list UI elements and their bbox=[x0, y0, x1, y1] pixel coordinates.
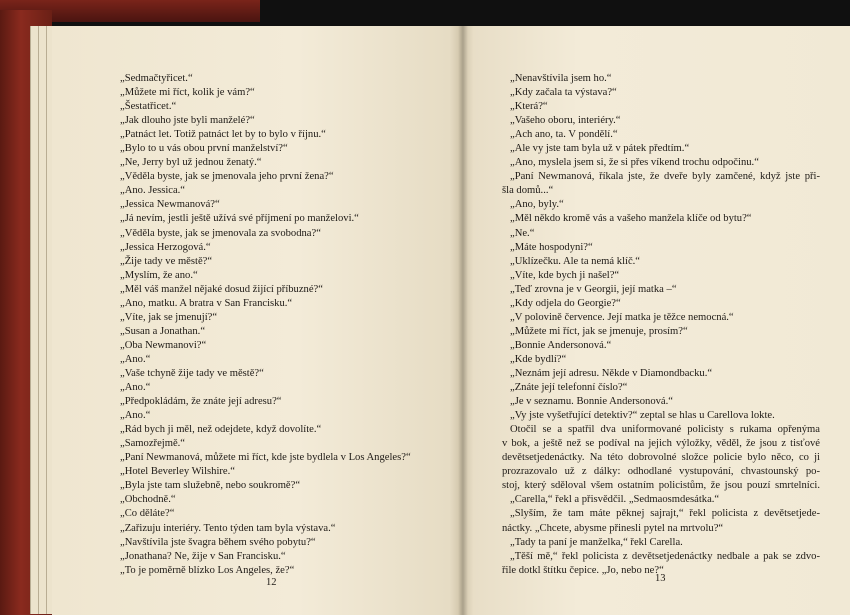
text-line: „Teď zrovna je v Georgii, její matka –“ bbox=[510, 283, 677, 295]
text-line: „Ne, Jerry byl už jednou ženatý.“ bbox=[120, 157, 262, 169]
text-line: „Ano.“ bbox=[120, 410, 151, 422]
text-line: „Neznám její adresu. Někde v Diamondbacku.“ bbox=[510, 367, 713, 379]
text-line: „Obchodně.“ bbox=[120, 494, 176, 506]
text-line: „Ano.“ bbox=[120, 382, 151, 394]
text-line: „Jonathana? Ne, žije v San Francisku.“ bbox=[120, 550, 286, 562]
book-gutter bbox=[458, 26, 468, 615]
text-line: „Carella,“ řekl a přisvědčil. „Sedmaosmdesátka.“ bbox=[510, 494, 720, 506]
text-line: „Kdy odjela do Georgie?“ bbox=[510, 297, 621, 309]
text-line: Otočil se a spatřil dva uniformované policisty s rukama opřenýma bbox=[510, 424, 820, 436]
text-line: „Víte, kde bych ji našel?“ bbox=[510, 269, 620, 281]
text-line: „Navštívila jste švagra během svého pobytu?“ bbox=[120, 536, 316, 548]
text-line: „Věděla byste, jak se jmenovala jeho první žena?“ bbox=[120, 171, 334, 183]
text-line: „Ano, myslela jsem si, že si přes víkend trochu odpočinu.“ bbox=[510, 157, 759, 169]
text-line: „Hotel Beverley Wilshire.“ bbox=[120, 466, 235, 478]
text-line: „Jak dlouho jste byli manželé?“ bbox=[120, 115, 255, 127]
text-line: „Paní Newmanová, můžete mi říct, kde jste bydlela v Los Angeles?“ bbox=[120, 452, 411, 464]
text-line: „Tady ta paní je manželka,“ řekl Carella. bbox=[510, 536, 683, 548]
text-line: „Vaše tchyně žije tady ve městě?“ bbox=[120, 367, 264, 379]
text-line: „Šestatřicet.“ bbox=[120, 101, 177, 113]
text-line: „Co děláte?“ bbox=[120, 508, 175, 520]
text-line: „Susan a Jonathan.“ bbox=[120, 325, 206, 337]
right-page-text bbox=[502, 72, 820, 578]
text-line: „Rád bych ji měl, než odejdete, když dovolíte.“ bbox=[120, 424, 322, 436]
text-line: „Můžete mi říct, jak se jmenuje, prosím?“ bbox=[510, 325, 688, 337]
text-line: „Která?“ bbox=[510, 101, 548, 113]
text-line: „Můžete mi říct, kolik je vám?“ bbox=[120, 87, 255, 99]
text-line: „Kdy začala ta výstava?“ bbox=[510, 87, 617, 99]
text-line: „Ano. Jessica.“ bbox=[120, 185, 186, 197]
text-line: „Těší mě,“ řekl policista z devětsetjedenáctky nedbale a pak se zdvo- bbox=[510, 550, 820, 562]
text-line: šla domů...“ bbox=[502, 185, 554, 197]
text-line: „Ach ano, ta. V pondělí.“ bbox=[510, 129, 618, 141]
text-line: „To je poměrně blízko Los Angeles, že?“ bbox=[120, 564, 295, 576]
text-line: „Ano, matku. A bratra v San Francisku.“ bbox=[120, 297, 293, 309]
page-number-right: 13 bbox=[655, 573, 666, 584]
text-line: „Je v seznamu. Bonnie Andersonová.“ bbox=[510, 396, 673, 408]
text-line: „Zařizuju interiéry. Tento týden tam byla výstava.“ bbox=[120, 522, 336, 534]
text-line: „Jessica Herzogová.“ bbox=[120, 241, 211, 253]
text-line: „Ano, byly.“ bbox=[510, 199, 564, 211]
text-line: „Jessica Newmanová?“ bbox=[120, 199, 220, 211]
text-line: „Víte, jak se jmenují?“ bbox=[120, 311, 218, 323]
text-line: „Sedmačtyřicet.“ bbox=[120, 73, 193, 84]
text-line: „Žije tady ve městě?“ bbox=[120, 255, 213, 267]
text-line: „Ano.“ bbox=[120, 353, 151, 365]
text-line: „Bonnie Andersonová.“ bbox=[510, 339, 612, 351]
text-line: „Předpokládám, že znáte její adresu?“ bbox=[120, 396, 282, 408]
text-line: „Máte hospodyni?“ bbox=[510, 241, 593, 253]
text-line: „Bylo to u vás obou první manželství?“ bbox=[120, 143, 288, 155]
text-line: řile dotkl štítku čepice. „Jo, nebo ne?“ bbox=[502, 564, 664, 576]
text-line: „Byla jste tam služebně, nebo soukromě?“ bbox=[120, 480, 301, 492]
text-line: „Kde bydlí?“ bbox=[510, 353, 567, 365]
text-line: „Nenavštívila jsem ho.“ bbox=[510, 73, 612, 84]
text-line: „Měl někdo kromě vás a vašeho manžela klíče od bytu?“ bbox=[510, 213, 752, 225]
page-number-left: 12 bbox=[266, 577, 277, 588]
text-line: „Vy jste vyšetřující detektiv?“ zeptal se hlas u Carellova lokte. bbox=[510, 410, 775, 422]
text-line: stoj, který sděloval všem ostatním policistům, že jsou pouzí smrtelníci. bbox=[502, 480, 820, 492]
text-line: „Oba Newmanovi?“ bbox=[120, 339, 207, 351]
text-line: „Věděla byste, jak se jmenovala za svobodna?“ bbox=[120, 227, 321, 239]
text-line: devětsetjedenáctky. Na této dobrovolné složce policie bylo něco, co ji bbox=[502, 452, 820, 464]
text-line: „Já nevím, jestli ještě užívá své příjmení po manželovi.“ bbox=[120, 213, 359, 225]
text-line: „Paní Newmanová, říkala jste, že dveře byly zamčené, když jste při- bbox=[510, 171, 820, 183]
text-line: „Znáte její telefonní číslo?“ bbox=[510, 382, 628, 394]
text-line: „Patnáct let. Totiž patnáct let by to bylo v říjnu.“ bbox=[120, 129, 326, 141]
text-line: „Uklízečku. Ale ta nemá klíč.“ bbox=[510, 255, 641, 267]
left-page-text bbox=[120, 72, 450, 578]
text-line: „Samozřejmě.“ bbox=[120, 438, 186, 450]
text-line: „Myslím, že ano.“ bbox=[120, 269, 198, 281]
text-line: v bok, a ještě než se podíval na jejich výložky, věděl, že jsou z tisťové bbox=[502, 438, 820, 450]
text-line: prozrazovalo už z dálky: odhodlané vystupování, chvastounský po- bbox=[502, 466, 820, 478]
text-line: „Vašeho oboru, interiéry.“ bbox=[510, 115, 621, 127]
text-line: „Ne.“ bbox=[510, 227, 535, 239]
text-line: „V polovině července. Její matka je těžce nemocná.“ bbox=[510, 311, 734, 323]
text-line: „Měl váš manžel nějaké dosud žijící příbuzné?“ bbox=[120, 283, 323, 295]
text-line: „Slyším, že tam máte pěknej sajrajt,“ řekl policista z devětsetjede- bbox=[510, 508, 820, 520]
text-line: náctky. „Chcete, abysme přinesli pytel na mrtvolu?“ bbox=[502, 522, 724, 534]
text-line: „Ale vy jste tam byla už v pátek předtím.“ bbox=[510, 143, 690, 155]
